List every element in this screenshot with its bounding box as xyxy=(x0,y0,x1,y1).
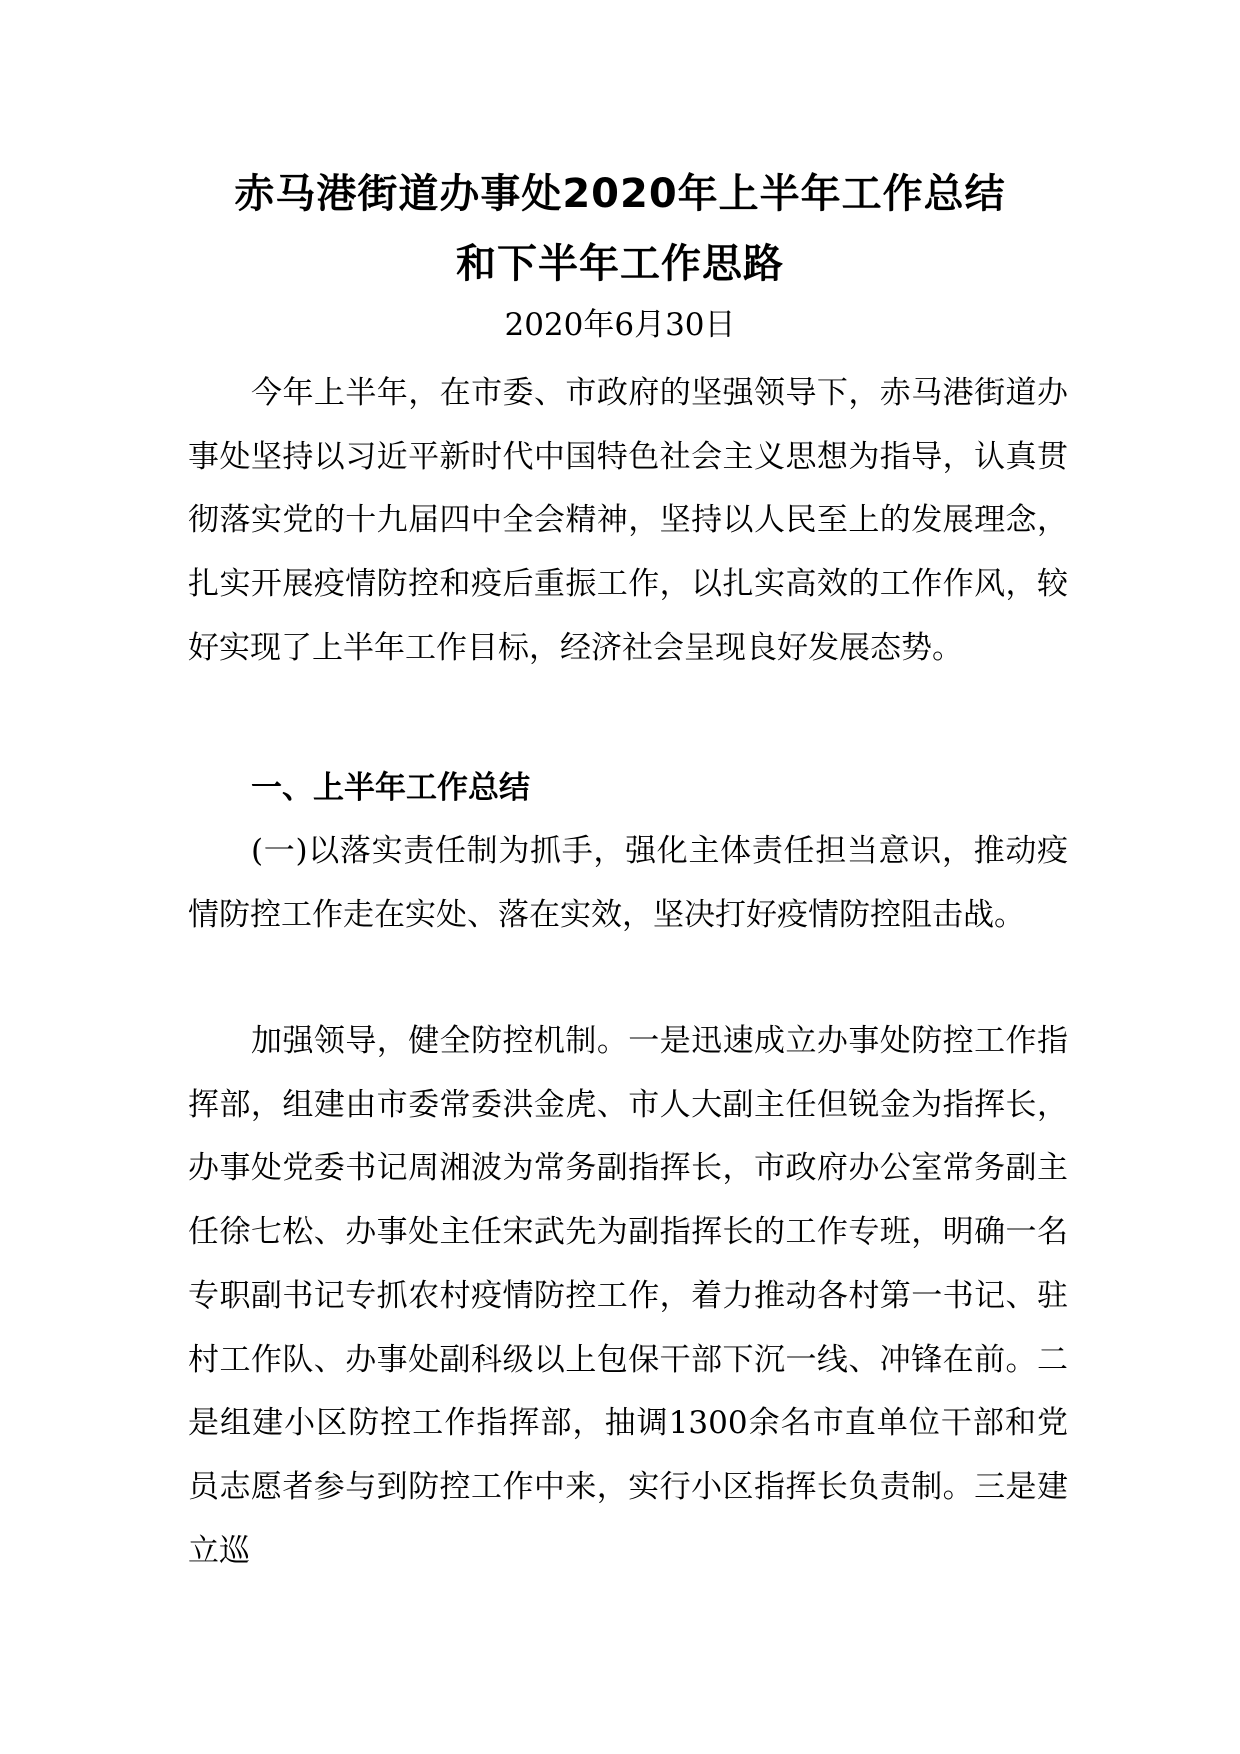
section-heading: 一、上半年工作总结 xyxy=(251,770,530,806)
intro-paragraph: 今年上半年，在市委、市政府的坚强领导下，赤马港街道办事处坚持以习近平新时代中国特色社会主义思想为指导，认真贯彻落实党的十九届四中全会精神，坚持以人民至上的发展理念，扎实开展疫情防控和疫后重振工作，以扎实高效的工作作风，较好实现了上半年工作目标，经济社会呈现良好发展态势。 xyxy=(188,375,1068,666)
document-title-line-1: 赤马港街道办事处2020年上半年工作总结 xyxy=(234,171,1006,217)
document-date: 2020年6月30日 xyxy=(504,307,736,343)
body-paragraph: 加强领导，健全防控机制。一是迅速成立办事处防控工作指挥部，组建由市委常委洪金虎、市人大副主任但锐金为指挥长，办事处党委书记周湘波为常务副指挥长，市政府办公室常务副主任徐七松、办事处主任宋武先为副指挥长的工作专班，明确一名专职副书记专抓农村疫情防控工作，着力推动各村第一书记、驻村工作队、办事处副科级以上包保干部下沉一线、冲锋在前。二是组建小区防控工作指挥部，抽调1300余名市直单位干部和党员志愿者参与到防控工作中来，实行小区指挥长负责制。三是建立巡 xyxy=(188,1023,1068,1569)
subsection-paragraph: (一)以落实责任制为抓手，强化主体责任担当意识，推动疫情防控工作走在实处、落在实效，坚决打好疫情防控阻击战。 xyxy=(188,833,1068,933)
document-title-line-2: 和下半年工作思路 xyxy=(456,241,784,287)
